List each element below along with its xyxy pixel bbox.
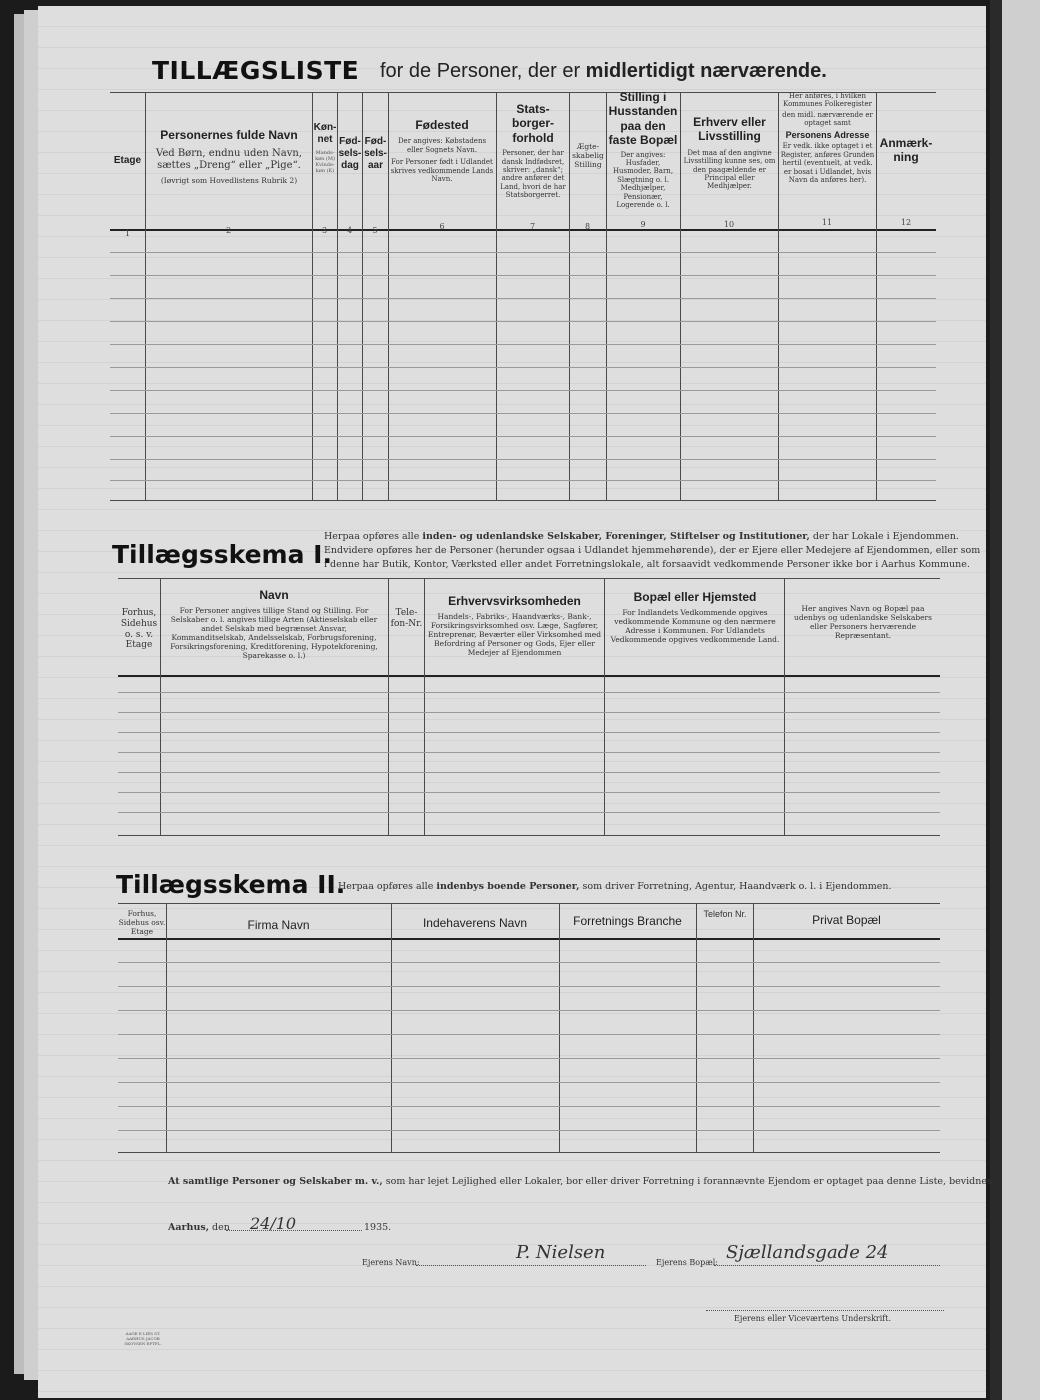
s1-col-etage-header: Forhus, Sidehus o. s. v. Etage xyxy=(120,608,158,651)
owner-name-label: Ejerens Navn: xyxy=(362,1258,420,1267)
col-num: 1 xyxy=(124,229,131,238)
form-page xyxy=(38,6,986,1398)
s2-col-telefon-header: Telefon Nr. xyxy=(703,909,747,919)
col-stilling-header: Stilling i Husstanden paa den faste Bopæl Der angives: Husfader, Husmoder, Barn, Slægtning o. l. Medhjælper, Pensionær, Logerende o. l. xyxy=(608,90,678,209)
attestation-statement: At samtlige Personer og Selskaber m. v., som har lejet Lejlighed eller Lokaler, bor eller driver Forretning i forannævnte Ejendom er optaget paa denne Liste, bevidnes. xyxy=(168,1176,995,1187)
s2-col-bopael-header: Privat Bopæl xyxy=(812,913,881,927)
col-statsborger-header: Stats-borger-forhold Personer, der har dansk Indfødsret, skriver: „dansk“; andre anfører det Land, hvori de har Statsborgerret. xyxy=(500,102,566,200)
s1-col-repraesentant-header: Her angives Navn og Bopæl paa udenbys og udenlandske Selskabers eller Personers herværende Repræsentant. xyxy=(793,604,932,640)
signature-line xyxy=(706,1310,944,1311)
col-num: 12 xyxy=(900,218,912,227)
col-name-header: Personernes fulde Navn Ved Børn, endnu uden Navn, sættes „Dreng“ eller „Pige“. (Iøvrigt som Hovedlistens Rubrik 2) xyxy=(156,128,302,186)
col-foedselsaar-header: Fød-sels-aar xyxy=(364,136,387,171)
s1-col-bopael-header: Bopæl eller Hjemsted For Indlandets Vedkommende opgives vedkommende Kommune og den nærmere Adresse i Kommunen. For Udlandets Vedkommende opgives vedkommende Land. xyxy=(610,590,780,645)
s1-col-navn-header: Navn For Personer angives tillige Stand og Stilling. For Selskaber o. l. angives tillige Arten (Aktieselskab eller andet Selskab med begrænset Ansvar, Kommanditselskab, Andelsselskab, Forbrugsforening, Forsikringsforening, Kreditforening, Hypotekforening, Sparekasse o. l.) xyxy=(170,588,378,661)
col-erhverv-header: Erhverv eller Livsstilling Det maa af den angivne Livsstilling kunne ses, om den paagældende er Principal eller Medhjælper. xyxy=(683,115,776,191)
col-num: 3 xyxy=(321,226,328,235)
col-anmaerkning-header: Anmærk-ning xyxy=(879,136,933,165)
col-koen-header: Køn-net Mands-køn (M) Kvinde-køn (K) xyxy=(313,122,337,174)
date-line: Aarhus, den xyxy=(168,1222,230,1233)
col-num: 10 xyxy=(723,220,735,229)
s2-col-firma-header: Firma Navn xyxy=(247,918,310,932)
skema1-description: Herpaa opføres alle inden- og udenlandske Selskaber, Foreninger, Stiftelser og Institutioner, der har Lokale i Ejendommen. Endvidere opføres her de Personer (herunder ogsaa i Udlandet hjemmehørende), der er Ejere eller Medejere af Ejendommen, eller som i denne har Butik, Kontor, Værksted eller andet Forretningslokale, alt forsaavidt vedkommende Personer ikke bor i Aarhus Kommune. xyxy=(324,531,981,570)
owner-address-handwritten: Sjællandsgade 24 xyxy=(726,1242,889,1263)
col-folkeregister-header: Her anføres, i hvilken Kommunes Folkeregister den midl. nærværende er optaget samt Personens Adresse Er vedk. ikke optaget i et Register, anføres Grunden hertil (eventuelt, at vedk. er bosat i Udlandet, hvis Navn da anføres her). xyxy=(780,92,875,184)
next-page-edge xyxy=(1002,0,1040,1400)
owner-name-handwritten: P. Nielsen xyxy=(516,1242,606,1263)
owner-name-line xyxy=(416,1265,646,1266)
col-foedested-header: Fødested Der angives: Købstadens eller Sognets Navn. For Personer født i Udlandet skrives vedkommende Lands Navn. xyxy=(390,118,494,183)
col-aegteskab-header: Ægte-skabelig Stilling xyxy=(572,142,604,169)
col-etage-header: Etage xyxy=(113,155,142,166)
signature-label: Ejerens eller Viceværtens Underskrift. xyxy=(734,1314,892,1323)
s2-col-branche-header: Forretnings Branche xyxy=(573,914,682,928)
printer-imprint: AAGE E LIES ST. AARHUS JACOB SKOVSEN EFTFL. xyxy=(124,1331,162,1346)
col-foedselsdag-header: Fød-sels-dag xyxy=(338,136,362,171)
s1-col-telefon-header: Tele-fon-Nr. xyxy=(390,608,423,629)
skema2-description: Herpaa opføres alle indenbys boende Personer, som driver Forretning, Agentur, Haandværk o. l. i Ejendommen. xyxy=(338,881,892,892)
col-num: 4 xyxy=(346,226,353,235)
skema2-title: Tillægsskema II. xyxy=(116,870,346,899)
skema1-title: Tillægsskema I. xyxy=(112,540,332,569)
col-num: 11 xyxy=(821,218,833,227)
handwritten-date: 24/10 xyxy=(250,1214,297,1233)
s2-col-indehaver-header: Indehaverens Navn xyxy=(422,916,528,930)
form-subtitle: for de Personer, der er midlertidigt nærværende. xyxy=(380,60,827,82)
owner-address-line xyxy=(714,1265,940,1266)
col-num: 7 xyxy=(529,222,536,231)
col-num: 6 xyxy=(439,222,445,231)
s1-col-erhverv-header: Erhvervsvirksomheden Handels-, Fabriks-, Haandværks-, Bank-, Forsikringsvirksomhed osv. Læge, Sagfører, Entreprenør, Beværter eller Virksomhed med Befordring af Personer og Gods, Ejer eller Medejer af Ejendommen xyxy=(427,594,602,658)
col-num: 5 xyxy=(372,226,378,235)
col-num: 8 xyxy=(584,222,591,231)
owner-address-label: Ejerens Bopæl: xyxy=(656,1258,719,1267)
col-num: 2 xyxy=(225,226,232,235)
year-label: 1935. xyxy=(364,1222,392,1233)
col-num: 9 xyxy=(640,220,646,229)
form-title: TILLÆGSLISTE xyxy=(152,56,360,85)
s2-col-etage-header: Forhus, Sidehus osv. Etage xyxy=(118,909,166,936)
